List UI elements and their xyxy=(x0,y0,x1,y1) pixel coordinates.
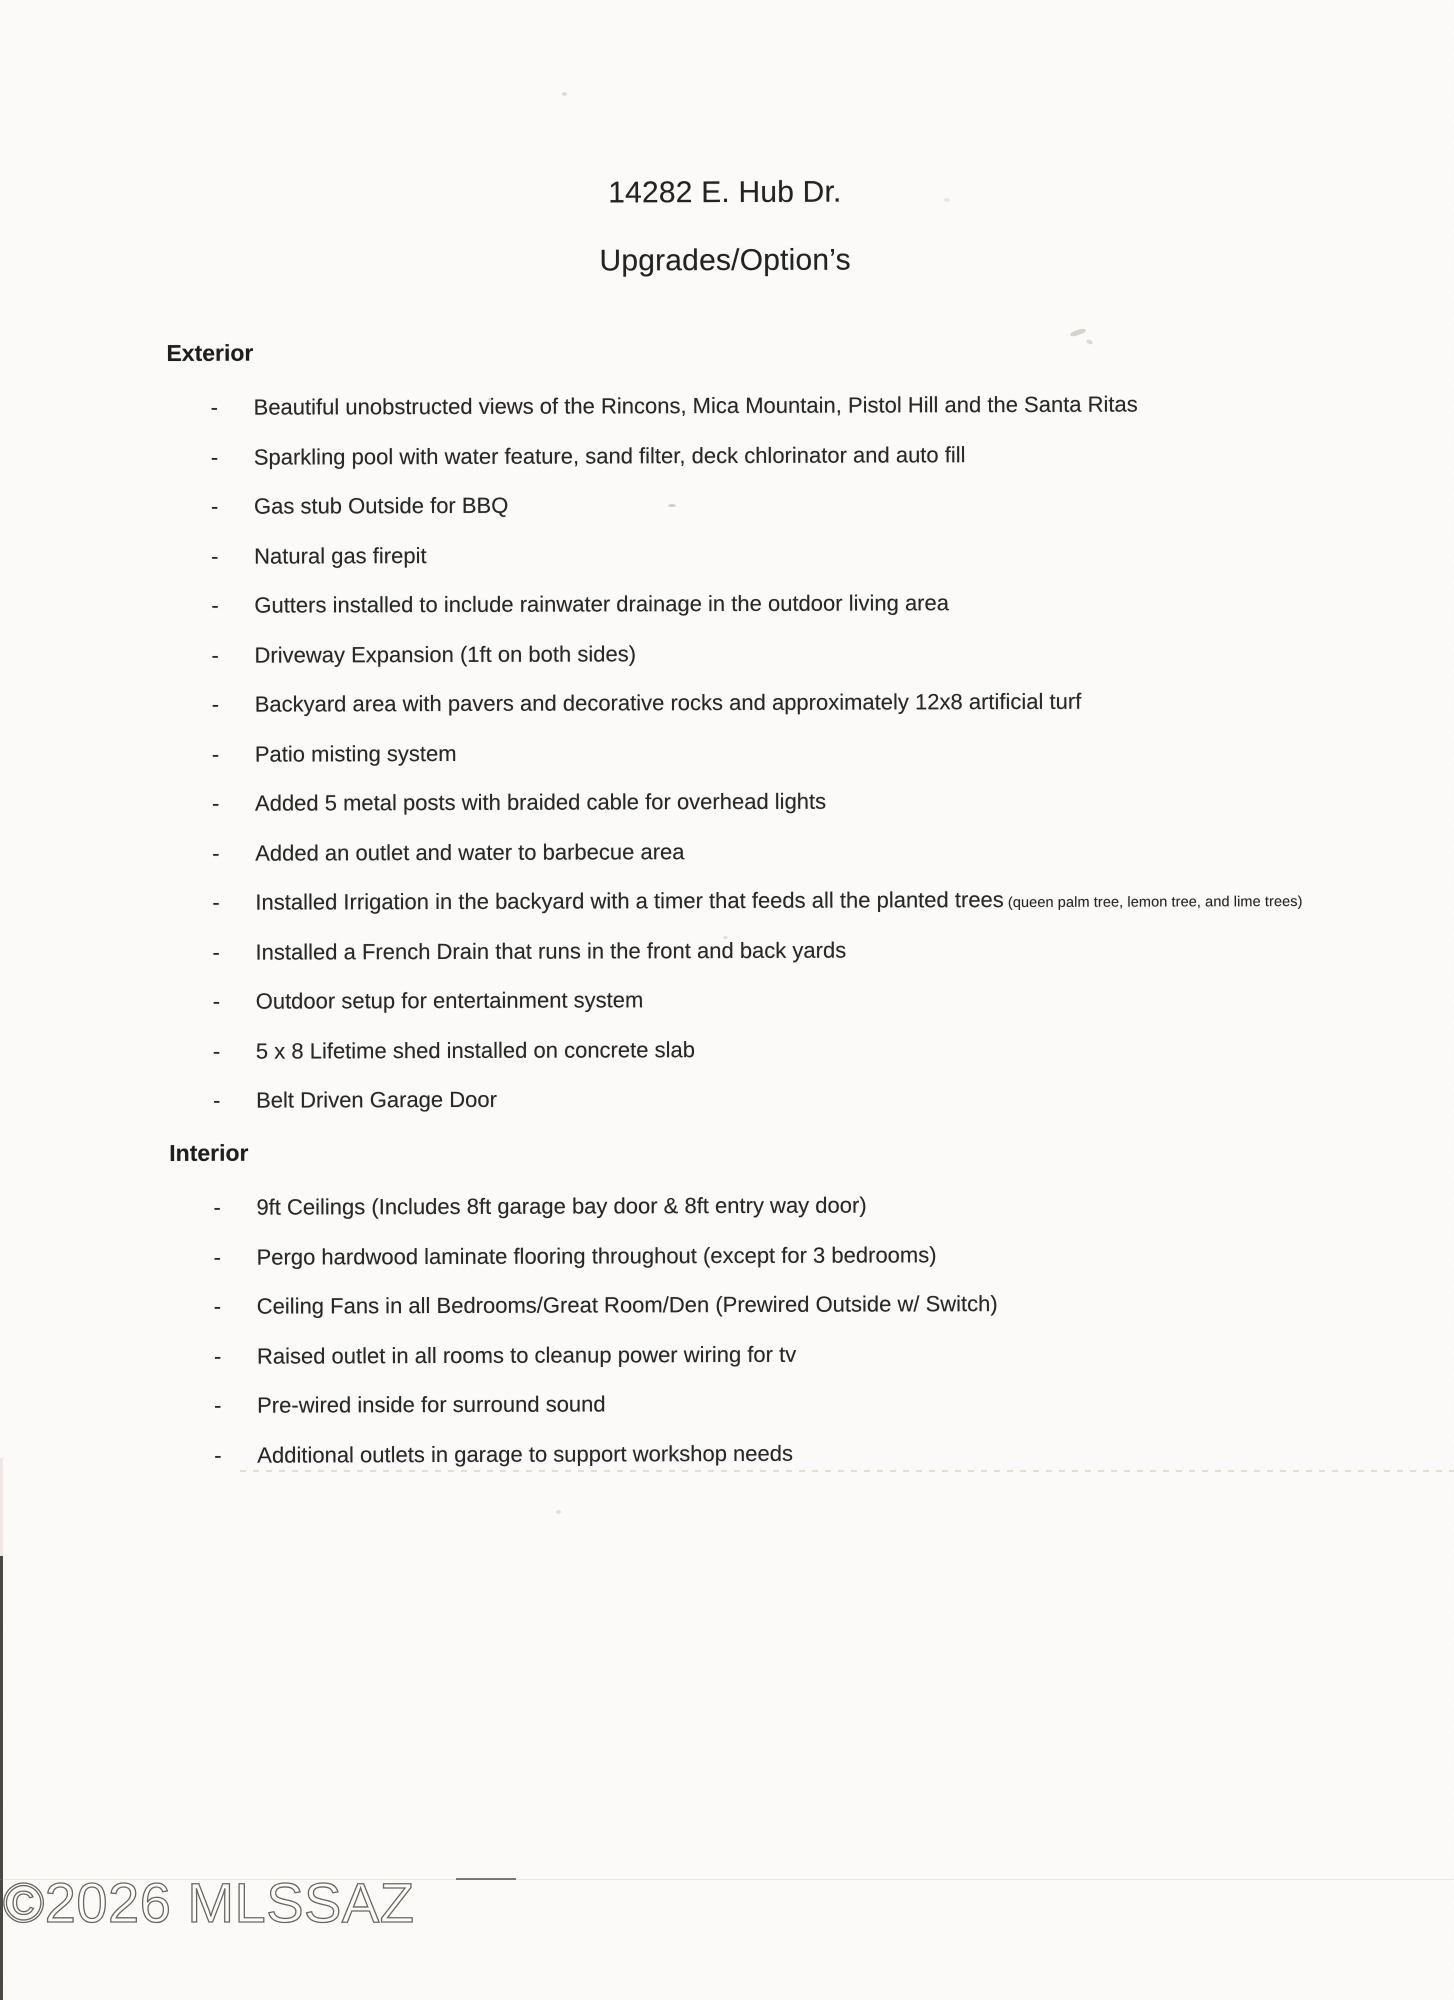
scan-speck xyxy=(562,92,567,96)
list-item-text: Sparkling pool with water feature, sand filter, deck chlorinator and auto fill xyxy=(253,441,966,470)
list-item xyxy=(168,824,1414,878)
scan-crease-line xyxy=(240,1470,1454,1472)
bullet-dash: - xyxy=(212,889,220,915)
section-interior xyxy=(169,1134,1416,1480)
list-item xyxy=(168,874,1414,928)
list-item xyxy=(170,1228,1416,1282)
scan-speck xyxy=(944,198,950,202)
list-item xyxy=(170,1278,1416,1332)
bullet-dash: - xyxy=(213,1293,222,1319)
list-item xyxy=(169,1179,1415,1233)
bullet-dash: - xyxy=(211,543,219,569)
bullet-dash: - xyxy=(213,1343,222,1369)
list-item xyxy=(167,379,1413,433)
bullet-dash: - xyxy=(211,592,219,618)
list-item-text: Gutters installed to include rainwater drainage in the outdoor living area xyxy=(254,590,949,618)
list-item xyxy=(167,577,1413,631)
list-item xyxy=(168,775,1414,829)
bullet-dash: - xyxy=(213,1244,221,1270)
list-item-text: Backyard area with pavers and decorative rocks and approximately 12x8 artificial turf xyxy=(254,688,1082,717)
scan-speck xyxy=(668,504,676,507)
document-subtitle: Upgrades/Option’s xyxy=(599,243,851,278)
scan-speck xyxy=(556,1510,561,1514)
list-item xyxy=(169,1022,1415,1076)
bullet-dash: - xyxy=(210,394,218,420)
bullet-dash: - xyxy=(214,1392,222,1418)
list-item xyxy=(167,478,1413,532)
list-item-text: Added an outlet and water to barbecue area xyxy=(255,838,685,866)
bullet-dash: - xyxy=(214,1442,222,1468)
list-item xyxy=(169,1072,1415,1126)
upgrade-list xyxy=(167,379,1416,1126)
scan-edge-artifact xyxy=(0,1458,3,1558)
bullet-dash: - xyxy=(212,1038,221,1064)
list-item-text: Ceiling Fans in all Bedrooms/Great Room/Den (Prewired Outside w/ Switch) xyxy=(256,1291,998,1319)
section-exterior xyxy=(166,334,1415,1126)
list-item xyxy=(170,1377,1416,1431)
list-item-text: Gas stub Outside for BBQ xyxy=(253,492,509,519)
list-item-text: Natural gas firepit xyxy=(254,542,427,569)
list-item-text: Installed Irrigation in the backyard with a timer that feeds all the planted trees xyxy=(255,887,1004,915)
mls-watermark: ©2026 MLSSAZ xyxy=(3,1871,415,1934)
list-item-text: 9ft Ceilings (Includes 8ft garage bay door & 8ft entry way door) xyxy=(256,1192,867,1220)
list-item-text: Belt Driven Garage Door xyxy=(256,1086,497,1113)
bullet-dash: - xyxy=(212,939,220,965)
list-item xyxy=(170,1327,1416,1381)
bullet-dash: - xyxy=(211,790,220,816)
scan-speck xyxy=(723,936,728,939)
list-item-text: Raised outlet in all rooms to cleanup power wiring for tv xyxy=(256,1341,797,1369)
bullet-dash: - xyxy=(211,642,219,668)
bullet-dash: - xyxy=(210,493,219,519)
list-item xyxy=(168,725,1414,779)
list-item xyxy=(169,973,1415,1027)
bullet-dash: - xyxy=(213,1194,221,1220)
bullet-dash: - xyxy=(210,444,219,470)
list-item-text: Outdoor setup for entertainment system xyxy=(255,987,644,1014)
list-item-text: Installed a French Drain that runs in the front and back yards xyxy=(255,937,847,965)
list-item-text: Pre-wired inside for surround sound xyxy=(257,1391,606,1418)
list-item-note: (queen palm tree, lemon tree, and lime trees) xyxy=(1003,893,1303,912)
scan-crease-line xyxy=(456,1878,516,1880)
upgrade-list xyxy=(169,1179,1416,1480)
list-item xyxy=(168,923,1414,977)
scan-speck xyxy=(488,398,493,401)
list-item-text: 5 x 8 Lifetime shed installed on concrete slab xyxy=(255,1036,695,1064)
list-item xyxy=(167,527,1413,581)
list-item-text: Patio misting system xyxy=(254,740,457,767)
bullet-dash: - xyxy=(213,1087,221,1113)
bullet-dash: - xyxy=(212,988,221,1014)
list-item xyxy=(167,626,1413,680)
document-body xyxy=(166,334,1416,1480)
bullet-dash: - xyxy=(211,741,220,767)
list-item-text: Pergo hardwood laminate flooring throughout (except for 3 bedrooms) xyxy=(256,1241,937,1270)
document-title: 14282 E. Hub Dr. xyxy=(608,175,842,210)
section-heading: Exterior xyxy=(166,339,254,366)
list-item-text: Driveway Expansion (1ft on both sides) xyxy=(254,640,637,668)
list-item xyxy=(168,676,1414,730)
bullet-dash: - xyxy=(211,691,220,717)
bullet-dash: - xyxy=(212,840,220,866)
list-item-text: Added 5 metal posts with braided cable for overhead lights xyxy=(254,788,827,816)
list-item xyxy=(167,428,1413,482)
list-item-text: Beautiful unobstructed views of the Rincons, Mica Mountain, Pistol Hill and the Santa Ritas xyxy=(253,391,1138,420)
list-item-text: Additional outlets in garage to support workshop needs xyxy=(257,1440,794,1468)
section-heading: Interior xyxy=(169,1139,249,1166)
